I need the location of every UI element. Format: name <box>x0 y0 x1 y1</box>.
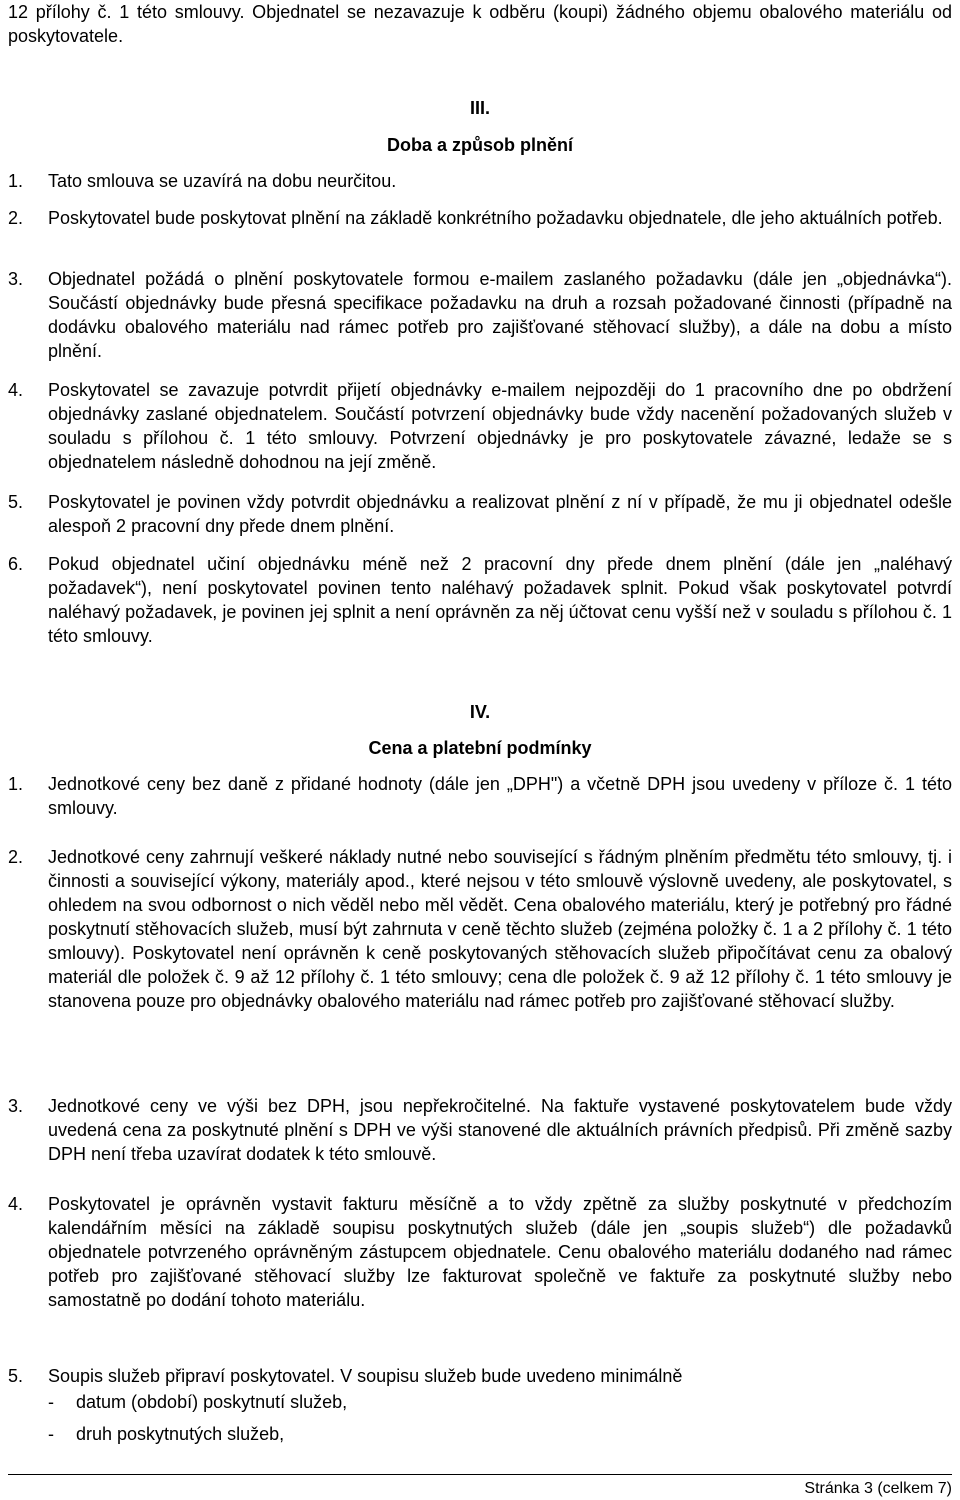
section-4-item-1 <box>8 772 952 820</box>
item-text: Poskytovatel se zavazuje potvrdit přijetí objednávky e-mailem nejpozději do 1 pracovního dne po obdržení objednávky zaslané objednatelem. Součástí potvrzení objednávky bude vždy nacenění požadovaných služeb v souladu s přílohou č. 1 této smlouvy. Potvrzení objednávky je pro poskytovatele závazné, ledaže se s objednatelem následně dohodnou na její změně. <box>48 380 952 472</box>
item-text: Poskytovatel je povinen vždy potvrdit objednávku a realizovat plnění z ní v případě, že mu ji objednatel odešle alespoň 2 pracovní dny přede dnem plnění. <box>48 492 952 536</box>
item-text: Tato smlouva se uzavírá na dobu neurčitou. <box>48 171 397 191</box>
bullet-text: datum (období) poskytnutí služeb, <box>76 1392 348 1412</box>
section-3-title: Doba a způsob plnění <box>386 135 573 155</box>
footer-divider <box>8 1474 952 1475</box>
bullet-item-1 <box>48 1390 948 1414</box>
item-text: Poskytovatel bude poskytovat plnění na základě konkrétního požadavku objednatele, dle jeho aktuálních potřeb. <box>48 208 943 228</box>
section-4-numeral: IV. <box>469 702 491 722</box>
item-number: 1. <box>8 774 24 794</box>
section-3-item-1 <box>8 169 952 193</box>
item-number: 6. <box>8 554 24 574</box>
item-number: 1. <box>8 171 24 191</box>
item-text: Jednotkové ceny zahrnují veškeré náklady nutné nebo související s řádným plněním předmětu této smlouvy, tj. i činnosti a související výkony, materiály apod., které nejsou v této smlouvě výslovně uvedeny, ale poskytovatel, s ohledem na svou odbornost o nich věděl nebo měl vědět. Cena obalového materiálu, který je potřebný pro řádné poskytnutí stěhovacích služeb, musí být zahrnuta v ceně těchto služeb (zejména položky č. 1 a 2 přílohy č. 1 této smlouvy). Poskytovatel není oprávněn k ceně poskytovaných stěhovacích služeb připočítávat cenu za obalový materiál dle položek č. 9 až 12 přílohy č. 1 této smlouvy; cena dle položek č. 9 až 12 přílohy č. 1 této smlouvy je stanovena pouze pro objednávky obalového materiálu nad rámec potřeb pro zajišťované stěhovací služby. <box>48 847 952 1011</box>
item-text: Poskytovatel je oprávněn vystavit fakturu měsíčně a to vždy zpětně za služby poskytnuté v předchozím kalendářním měsíci na základě soupisu poskytnutých služeb (dále jen „soupis služeb“) dle požadavků objednatele potvrzeného oprávněným zástupcem objednatele. Cenu obalového materiálu dodaného nad rámec potřeb pro zajišťované stěhovací služby lze fakturovat společně ve faktuře za poskytnuté služby nebo samostatně po dodání tohoto materiálu. <box>48 1194 952 1310</box>
bullet-text: druh poskytnutých služeb, <box>76 1424 285 1444</box>
section-4-item-3 <box>8 1094 952 1166</box>
item-number: 3. <box>8 1096 24 1116</box>
item-text: Objednatel požádá o plnění poskytovatele formou e-mailem zaslaného požadavku (dále jen „objednávka“). Součástí objednávky bude přesná specifikace požadavku na druh a rozsah požadované činnosti (případně na dodávku obalového materiálu nad rámec potřeb pro zajišťované stěhovací služby), a dále na dobu a místo plnění. <box>48 269 952 361</box>
item-text: Pokud objednatel učiní objednávku méně než 2 pracovní dny přede dnem plnění (dále jen „naléhavý požadavek“), není poskytovatel povinen tento naléhavý požadavek splnit. Pokud však poskytovatel potvrdí naléhavý požadavek, je povinen jej splnit a není oprávněn za něj účtovat cenu vyšší než v souladu s přílohou č. 1 této smlouvy. <box>48 554 952 646</box>
bullet-item-2 <box>48 1422 948 1446</box>
section-3-numeral: III. <box>469 98 490 118</box>
section-4-item-5 <box>8 1364 952 1388</box>
item-text: Soupis služeb připraví poskytovatel. V soupisu služeb bude uvedeno minimálně <box>48 1366 683 1386</box>
item-text: Jednotkové ceny bez daně z přidané hodnoty (dále jen „DPH") a včetně DPH jsou uvedeny v příloze č. 1 této smlouvy. <box>48 774 952 818</box>
item-number: 5. <box>8 1366 24 1386</box>
bullet-dash: - <box>48 1392 54 1412</box>
section-4-title: Cena a platební podmínky <box>368 738 592 758</box>
section-4-item-4 <box>8 1192 952 1312</box>
intro-text: 12 přílohy č. 1 této smlouvy. Objednatel se nezavazuje k odběru (koupi) žádného objemu obalového materiálu od poskytovatele. <box>8 2 952 46</box>
page-number: Stránka 3 (celkem 7) <box>804 1480 952 1497</box>
item-number: 5. <box>8 492 24 512</box>
item-number: 2. <box>8 847 24 867</box>
intro-paragraph <box>8 0 952 48</box>
section-4-item-2 <box>8 845 952 1013</box>
item-number: 4. <box>8 380 24 400</box>
section-3-item-4 <box>8 378 952 474</box>
section-3-item-6 <box>8 552 952 648</box>
section-3-item-3 <box>8 267 952 363</box>
item-number: 4. <box>8 1194 24 1214</box>
section-3-item-5 <box>8 490 952 538</box>
item-text: Jednotkové ceny ve výši bez DPH, jsou nepřekročitelné. Na faktuře vystavené poskytovatelem bude vždy uvedená cena za poskytnuté plnění s DPH ve výši stanovené dle aktuálních právních předpisů. Při změně sazby DPH není třeba uzavírat dodatek k této smlouvě. <box>48 1096 952 1164</box>
item-number: 3. <box>8 269 24 289</box>
item-number: 2. <box>8 208 24 228</box>
bullet-dash: - <box>48 1424 54 1444</box>
section-3-item-2 <box>8 206 952 230</box>
